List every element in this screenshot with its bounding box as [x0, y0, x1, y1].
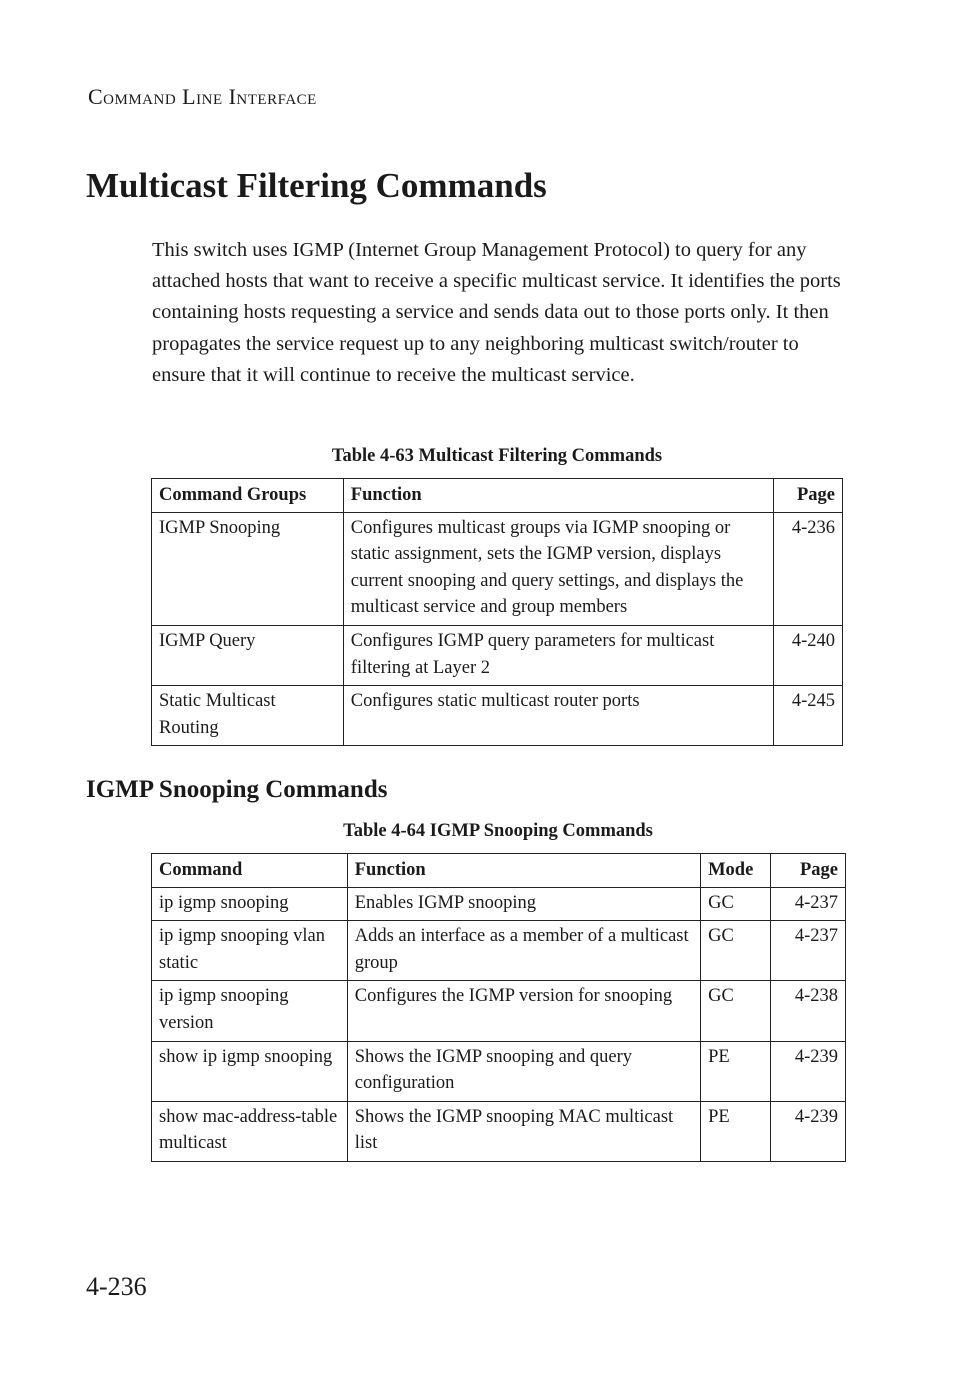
- table-row: [152, 981, 846, 1041]
- column-header: Function: [343, 479, 773, 513]
- table-cell: Configures static multicast router ports: [343, 686, 773, 746]
- table-caption-4-64: Table 4-64 IGMP Snooping Commands: [343, 821, 653, 841]
- table-row: [152, 1041, 846, 1101]
- table-cell: PE: [701, 1101, 771, 1161]
- table-cell: 4-238: [771, 981, 846, 1041]
- igmp-snooping-table: [151, 853, 846, 1162]
- table-cell: 4-239: [771, 1101, 846, 1161]
- table-cell: GC: [701, 887, 771, 921]
- table-cell: ip igmp snooping version: [152, 981, 348, 1041]
- table-cell: Adds an interface as a member of a multicast group: [347, 921, 700, 981]
- table-cell: IGMP Snooping: [152, 512, 344, 625]
- intro-paragraph: This switch uses IGMP (Internet Group Management Protocol) to query for any attached hosts that want to receive a specific multicast service. It identifies the ports containing hosts requesting a service and sends data out to those ports only. It then propagates the service request up to any neighboring multicast switch/router to ensure that it will continue to receive the multicast service.: [152, 239, 841, 386]
- table-cell: Configures multicast groups via IGMP snooping or static assignment, sets the IGMP version, displays current snooping and query settings, and displays the multicast service and group members: [343, 512, 773, 625]
- table-cell: ip igmp snooping vlan static: [152, 921, 348, 981]
- table-row: [152, 512, 843, 625]
- table-cell: 4-237: [771, 921, 846, 981]
- section-title: Multicast Filtering Commands: [86, 166, 547, 205]
- subsection-title: IGMP Snooping Commands: [86, 776, 388, 803]
- table-cell: 4-236: [774, 512, 843, 625]
- column-header: Command: [152, 854, 348, 888]
- table-cell: Configures the IGMP version for snooping: [347, 981, 700, 1041]
- table-cell: PE: [701, 1041, 771, 1101]
- column-header: Page: [771, 854, 846, 888]
- table-header-row: [152, 854, 846, 888]
- multicast-filtering-table: [151, 478, 843, 746]
- column-header: Function: [347, 854, 700, 888]
- table-cell: Shows the IGMP snooping MAC multicast list: [347, 1101, 700, 1161]
- table-row: [152, 921, 846, 981]
- column-header: Mode: [701, 854, 771, 888]
- table-cell: 4-240: [774, 625, 843, 685]
- page-number: 4-236: [86, 1272, 147, 1301]
- table-cell: 4-239: [771, 1041, 846, 1101]
- table-cell: GC: [701, 981, 771, 1041]
- table-header-row: [152, 479, 843, 513]
- table-cell: IGMP Query: [152, 625, 344, 685]
- running-head: Command Line Interface: [88, 84, 317, 109]
- table-cell: Configures IGMP query parameters for multicast filtering at Layer 2: [343, 625, 773, 685]
- table-cell: Shows the IGMP snooping and query configuration: [347, 1041, 700, 1101]
- table-cell: GC: [701, 921, 771, 981]
- table-cell: show mac-address-table multicast: [152, 1101, 348, 1161]
- table-row: [152, 625, 843, 685]
- table-caption-4-63: Table 4-63 Multicast Filtering Commands: [331, 446, 663, 466]
- table-row: [152, 887, 846, 921]
- table-cell: show ip igmp snooping: [152, 1041, 348, 1101]
- table-cell: ip igmp snooping: [152, 887, 348, 921]
- table-row: [152, 1101, 846, 1161]
- table-cell: Enables IGMP snooping: [347, 887, 700, 921]
- table-row: [152, 686, 843, 746]
- table-cell: 4-245: [774, 686, 843, 746]
- table-cell: 4-237: [771, 887, 846, 921]
- table-cell: Static Multicast Routing: [152, 686, 344, 746]
- column-header: Page: [774, 479, 843, 513]
- column-header: Command Groups: [152, 479, 344, 513]
